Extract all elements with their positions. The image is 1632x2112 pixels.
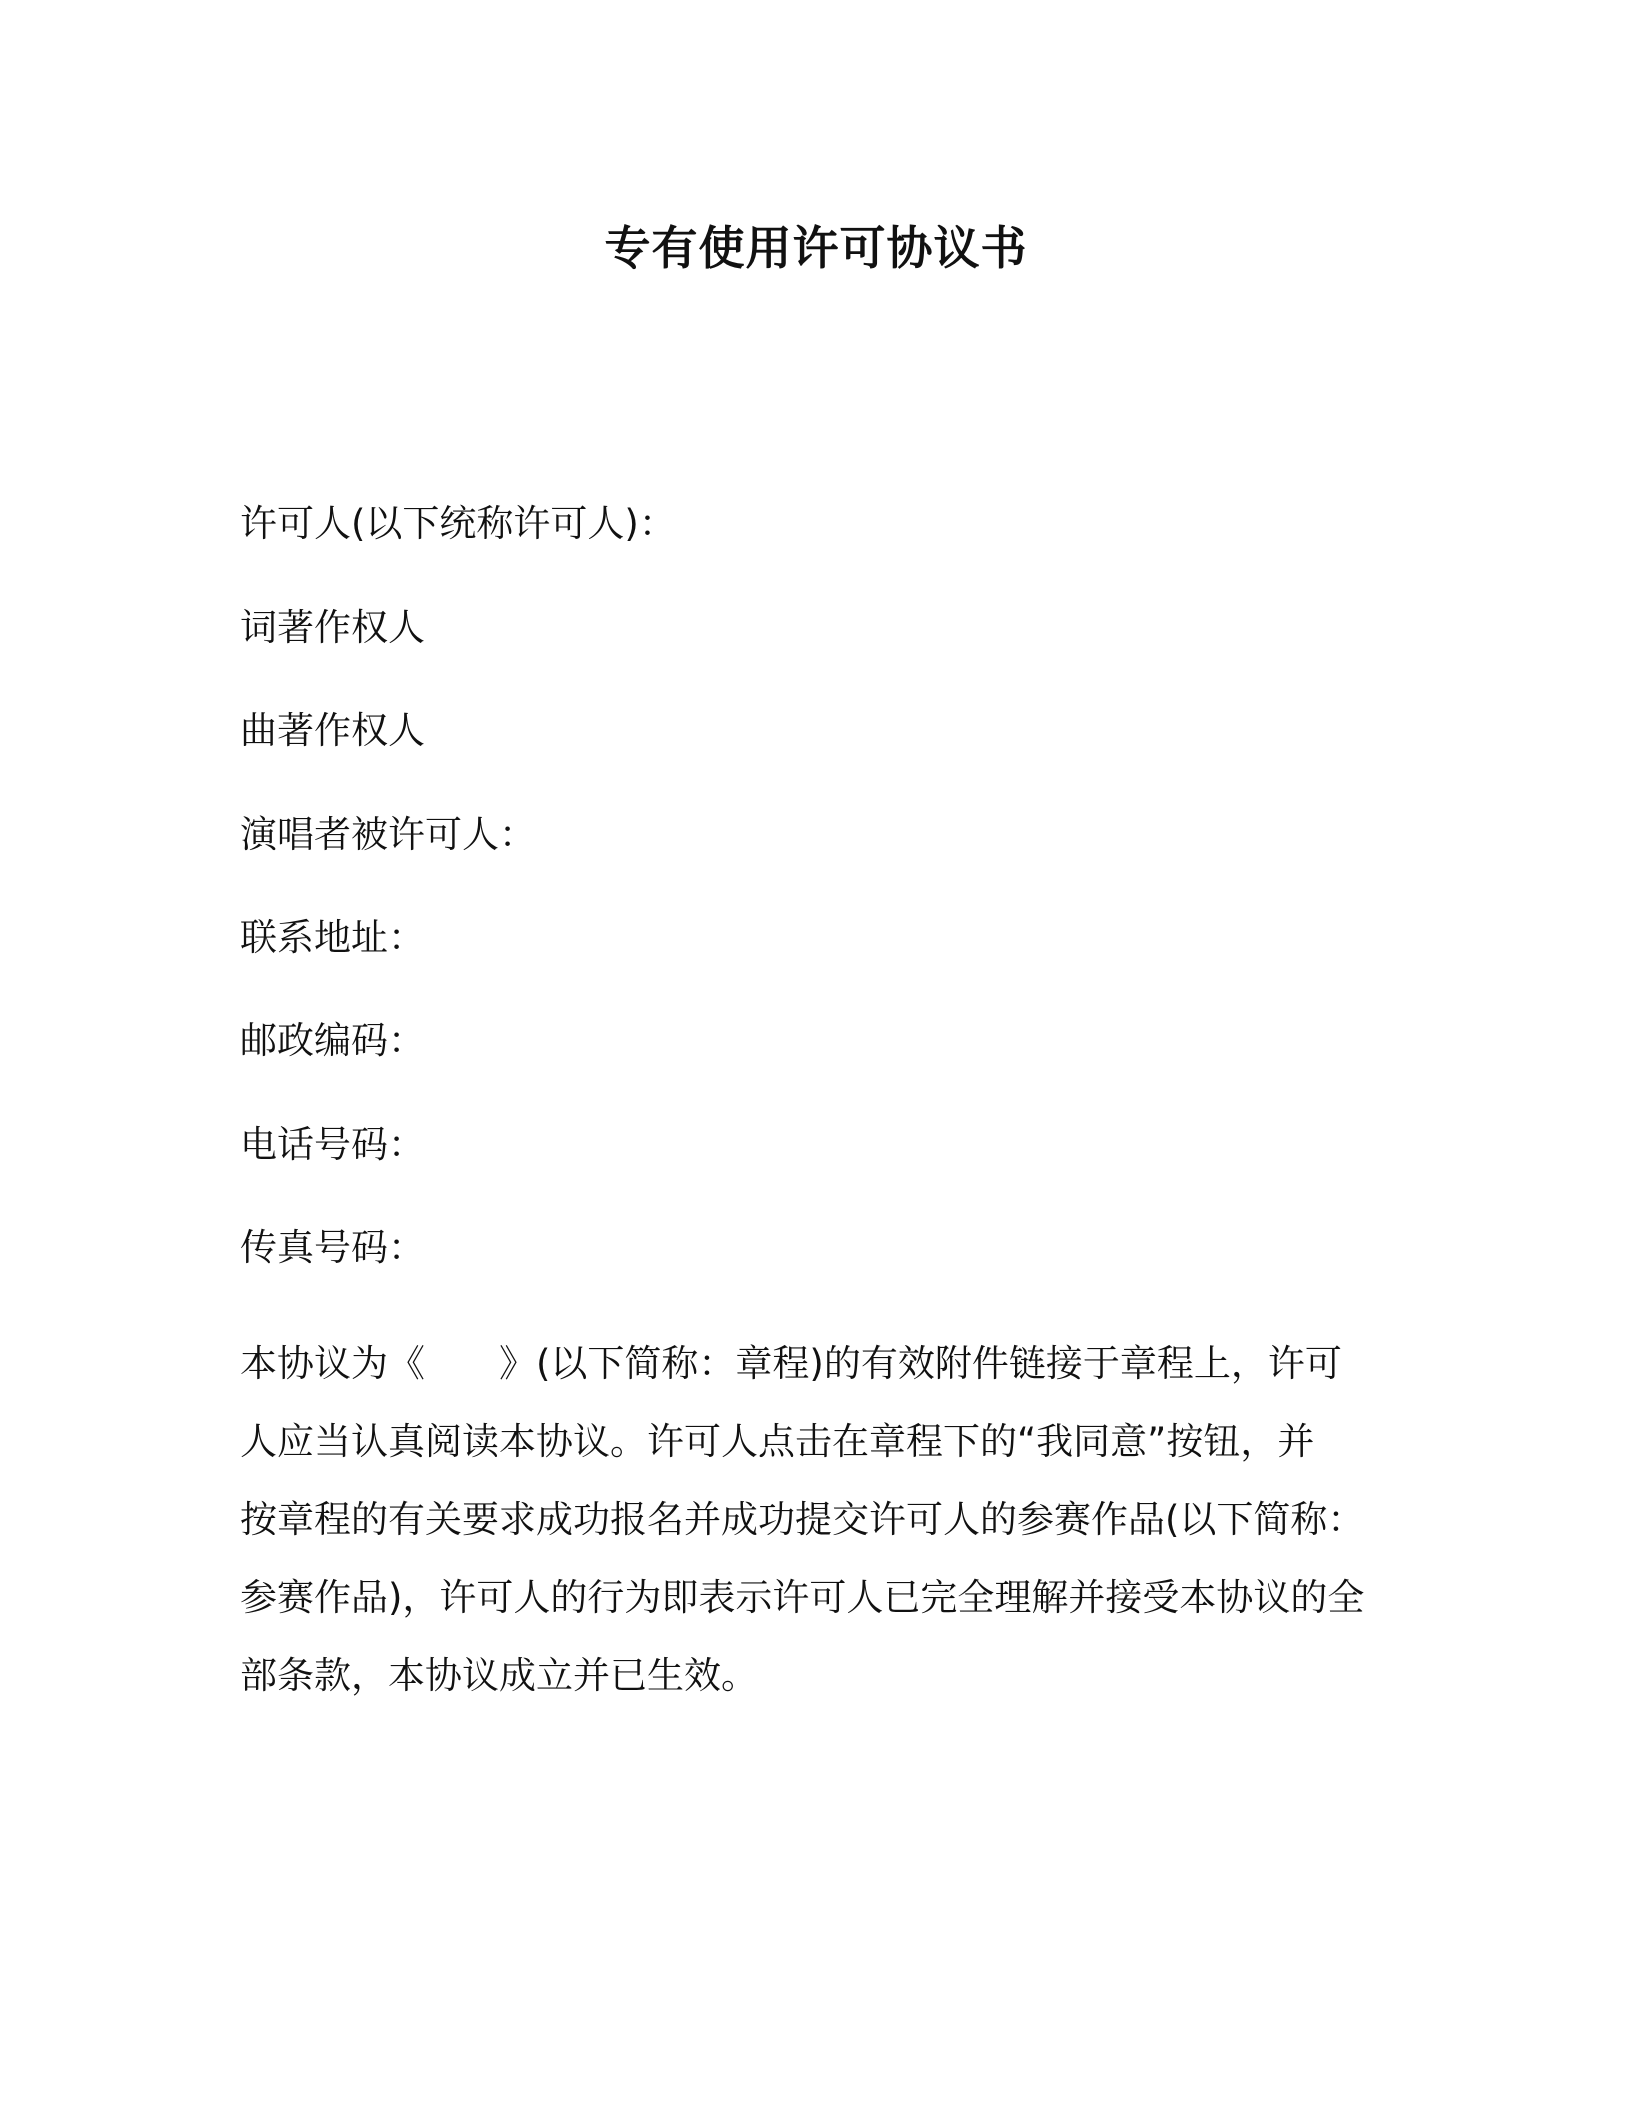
paragraph-line: 本协议为《 》(以下简称：章程)的有效附件链接于章程上，许可 (240, 1342, 1342, 1385)
contact-address-field: 联系地址： (240, 916, 425, 959)
licensor-field: 许可人(以下统称许可人)： (240, 502, 676, 545)
paragraph-line: 参赛作品)，许可人的行为即表示许可人已完全理解并接受本协议的全 (240, 1576, 1365, 1619)
fax-number-field: 传真号码： (240, 1226, 425, 1269)
agreement-paragraph (240, 1325, 1375, 1715)
postal-code-field: 邮政编码： (240, 1019, 425, 1062)
paragraph-line: 人应当认真阅读本协议。许可人点击在章程下的“我同意”按钮，并 (240, 1420, 1315, 1463)
performer-licensee-field: 演唱者被许可人： (240, 813, 536, 856)
phone-number-field: 电话号码： (240, 1123, 425, 1166)
music-copyright-holder-field: 曲著作权人 (240, 709, 425, 752)
lyrics-copyright-holder-field: 词著作权人 (240, 606, 425, 649)
document-title: 专有使用许可协议书 (604, 221, 1028, 275)
paragraph-line: 按章程的有关要求成功报名并成功提交许可人的参赛作品(以下简称： (240, 1498, 1365, 1541)
paragraph-line: 部条款，本协议成立并已生效。 (240, 1654, 758, 1697)
